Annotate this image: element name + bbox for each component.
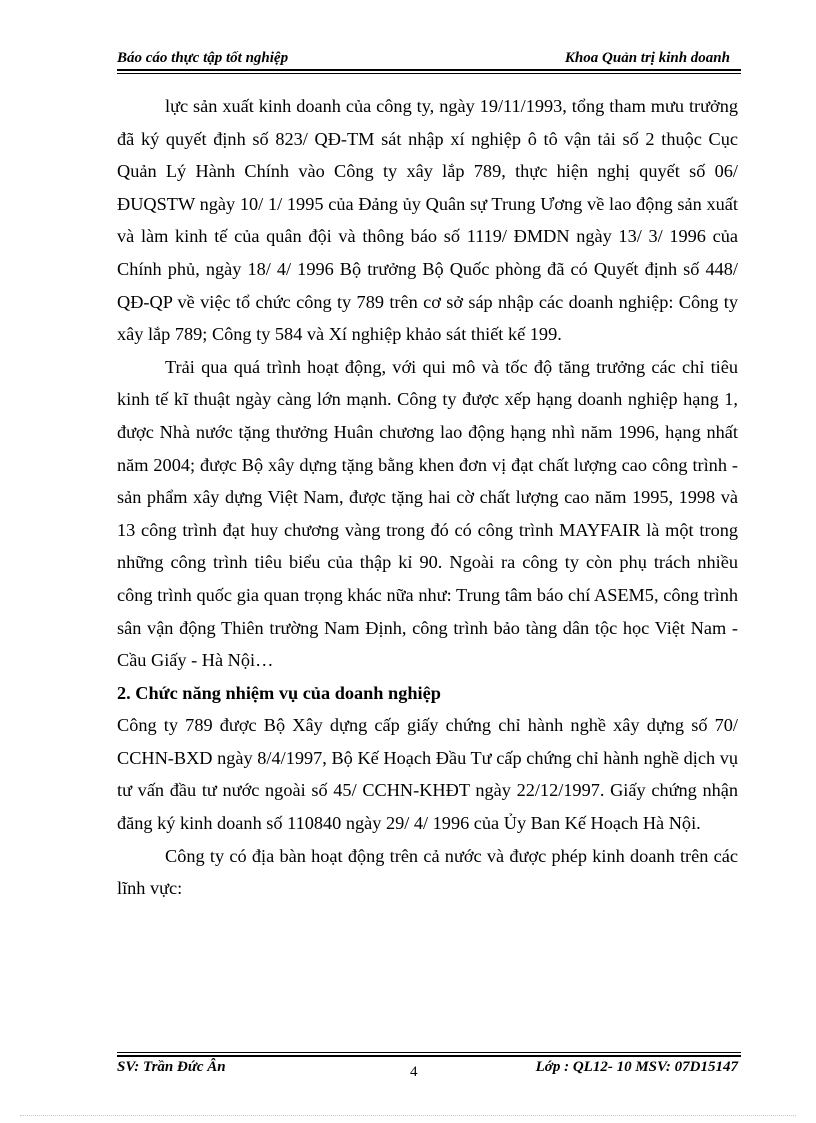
page-edge-dotted-line bbox=[20, 1115, 796, 1116]
footer-student: SV: Trần Đức Ân bbox=[117, 1059, 226, 1075]
paragraph-achievements: Trải qua quá trình hoạt động, với qui mô và tốc độ tăng trưởng các chỉ tiêu kinh tế kĩ thuật ngày càng lớn mạnh. Công ty được xếp hạng doanh nghiệp hạng 1, được Nhà nước tặng thưởng Huân chương lao động hạng nhì năm 1996, hạng nhất năm 2004; được Bộ xây dựng tặng bằng khen đơn vị đạt chất lượng cao công trình - sản phẩm xây dựng Việt Nam, được tặng hai cờ chất lượng cao năm 1995, 1998 và 13 công trình đạt huy chương vàng trong đó có công trình MAYFAIR là một trong những công trình tiêu biểu của thập kỉ 90. Ngoài ra công ty còn phụ trách nhiều công trình quốc gia quan trọng khác nữa như: Trung tâm báo chí ASEM5, công trình sân vận động Thiên trường Nam Định, công trình bảo tàng dân tộc học Việt Nam - Cầu Giấy - Hà Nội… bbox=[117, 356, 738, 671]
header-rule bbox=[117, 69, 741, 71]
page-number: 4 bbox=[410, 1064, 418, 1080]
header-report-title: Báo cáo thực tập tốt nghiệp bbox=[117, 50, 289, 66]
footer-rule bbox=[117, 1055, 741, 1057]
footer-rule-thin bbox=[117, 1052, 741, 1053]
page-footer bbox=[117, 1058, 738, 1080]
paragraph-history: lực sản xuất kinh doanh của công ty, ngày 19/11/1993, tổng tham mưu trưởng đã ký quyết định số 823/ QĐ-TM sát nhập xí nghiệp ô tô vận tải số 2 thuộc Cục Quản Lý Hành Chính vào Công ty xây lắp 789, thực hiện nghị quyết số 06/ ĐUQSTW ngày 10/ 1/ 1995 của Đảng ủy Quân sự Trung Ương về lao động sản xuất và làm kinh tế của quân đội và thông báo số 1119/ ĐMDN ngày 13/ 3/ 1996 của Chính phủ, ngày 18/ 4/ 1996 Bộ trưởng Bộ Quốc phòng đã có Quyết định số 448/ QĐ-QP về việc tổ chức công ty 789 trên cơ sở sáp nhập các doanh nghiệp: Công ty xây lắp 789; Công ty 584 và Xí nghiệp khảo sát thiết kế 199. bbox=[117, 96, 738, 345]
document-body bbox=[117, 90, 738, 905]
header-faculty: Khoa Quản trị kinh doanh bbox=[564, 50, 730, 66]
section-heading: 2. Chức năng nhiệm vụ của doanh nghiệp bbox=[117, 682, 441, 703]
page-header bbox=[117, 48, 738, 68]
header-rule-thin bbox=[117, 73, 741, 74]
paragraph-licenses: Công ty 789 được Bộ Xây dựng cấp giấy chứng chỉ hành nghề xây dựng số 70/ CCHN-BXD ngày 8/4/1997, Bộ Kế Hoạch Đầu Tư cấp chứng chỉ hành nghề dịch vụ tư vấn đầu tư nước ngoài số 45/ CCHN-KHĐT ngày 22/12/1997. Giấy chứng nhận đăng ký kinh doanh số 110840 ngày 29/ 4/ 1996 của Ủy Ban Kế Hoạch Hà Nội. bbox=[117, 715, 738, 834]
footer-class-id: Lớp : QL12- 10 MSV: 07D15147 bbox=[535, 1059, 738, 1075]
paragraph-scope: Công ty có địa bàn hoạt động trên cả nước và được phép kinh doanh trên các lĩnh vực: bbox=[117, 845, 738, 899]
